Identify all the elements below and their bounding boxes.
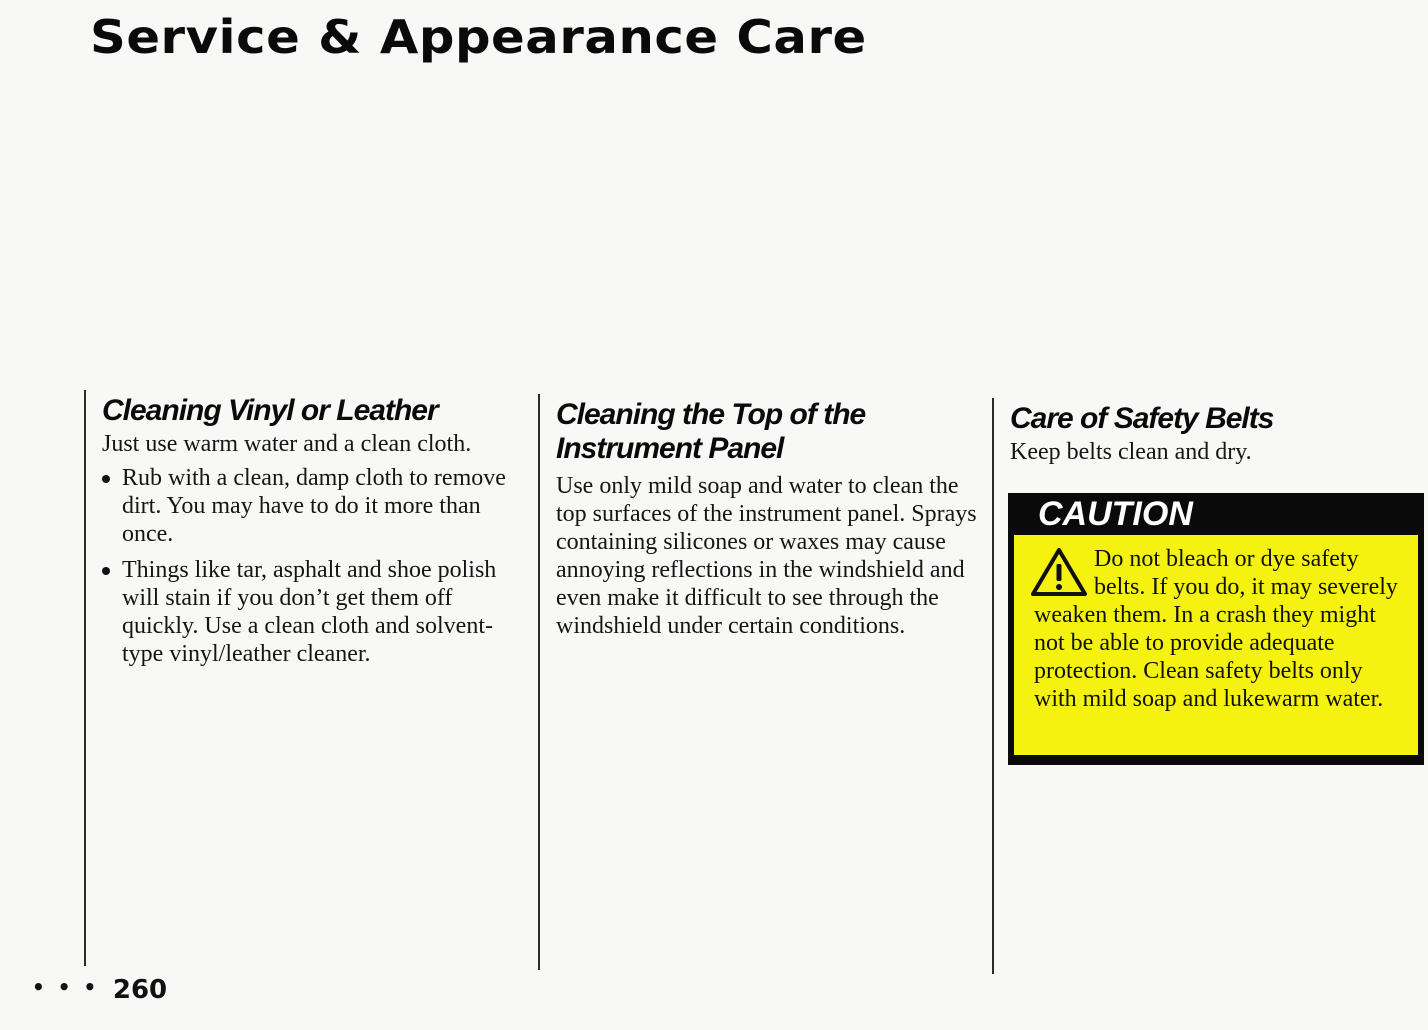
section-safety-belts [1010,402,1410,466]
list-item [102,464,520,548]
section-instrument-panel [556,398,986,640]
page-title: Service & Appearance Care [90,10,867,64]
bullet-list [102,464,520,668]
caution-title: CAUTION [1038,495,1193,533]
column-divider [992,398,994,974]
section-vinyl-leather [102,394,520,676]
list-item [102,556,520,668]
page-number: 260 [112,975,168,1005]
caution-text: Do not bleach or dye safety belts. If you do, it may severely weaken them. In a crash they might not be able to provide adequate protection. Clean safety belts only with mild soap and lukewarm water. [1034,546,1398,712]
section-heading: Cleaning the Top of the Instrument Panel [556,398,866,465]
bullet-icon [102,567,110,575]
section-heading: Cleaning Vinyl or Leather [102,394,438,427]
column-divider [84,390,86,966]
caution-panel [1014,535,1418,755]
column-divider [538,394,540,970]
warning-triangle-icon [1030,547,1088,597]
page-footer [32,975,167,1005]
section-intro: Keep belts clean and dry. [1010,439,1252,465]
section-heading: Care of Safety Belts [1010,402,1274,435]
bullet-icon [102,475,110,483]
caution-box [1008,493,1424,765]
section-intro: Just use warm water and a clean cloth. [102,431,472,457]
bullet-text: Rub with a clean, damp cloth to remove dirt. You may have to do it more than once. [122,465,506,547]
footer-dots: • • • [32,975,100,999]
bullet-text: Things like tar, asphalt and shoe polish will stain if you don’t get them off quickly. Use a clean cloth and solvent-type vinyl/leather cleaner. [122,557,497,667]
section-body: Use only mild soap and water to clean the top surfaces of the instrument panel. Sprays containing silicones or waxes may cause annoying reflections in the windshield and even make it difficult to see through the windshield under certain conditions. [556,473,977,639]
